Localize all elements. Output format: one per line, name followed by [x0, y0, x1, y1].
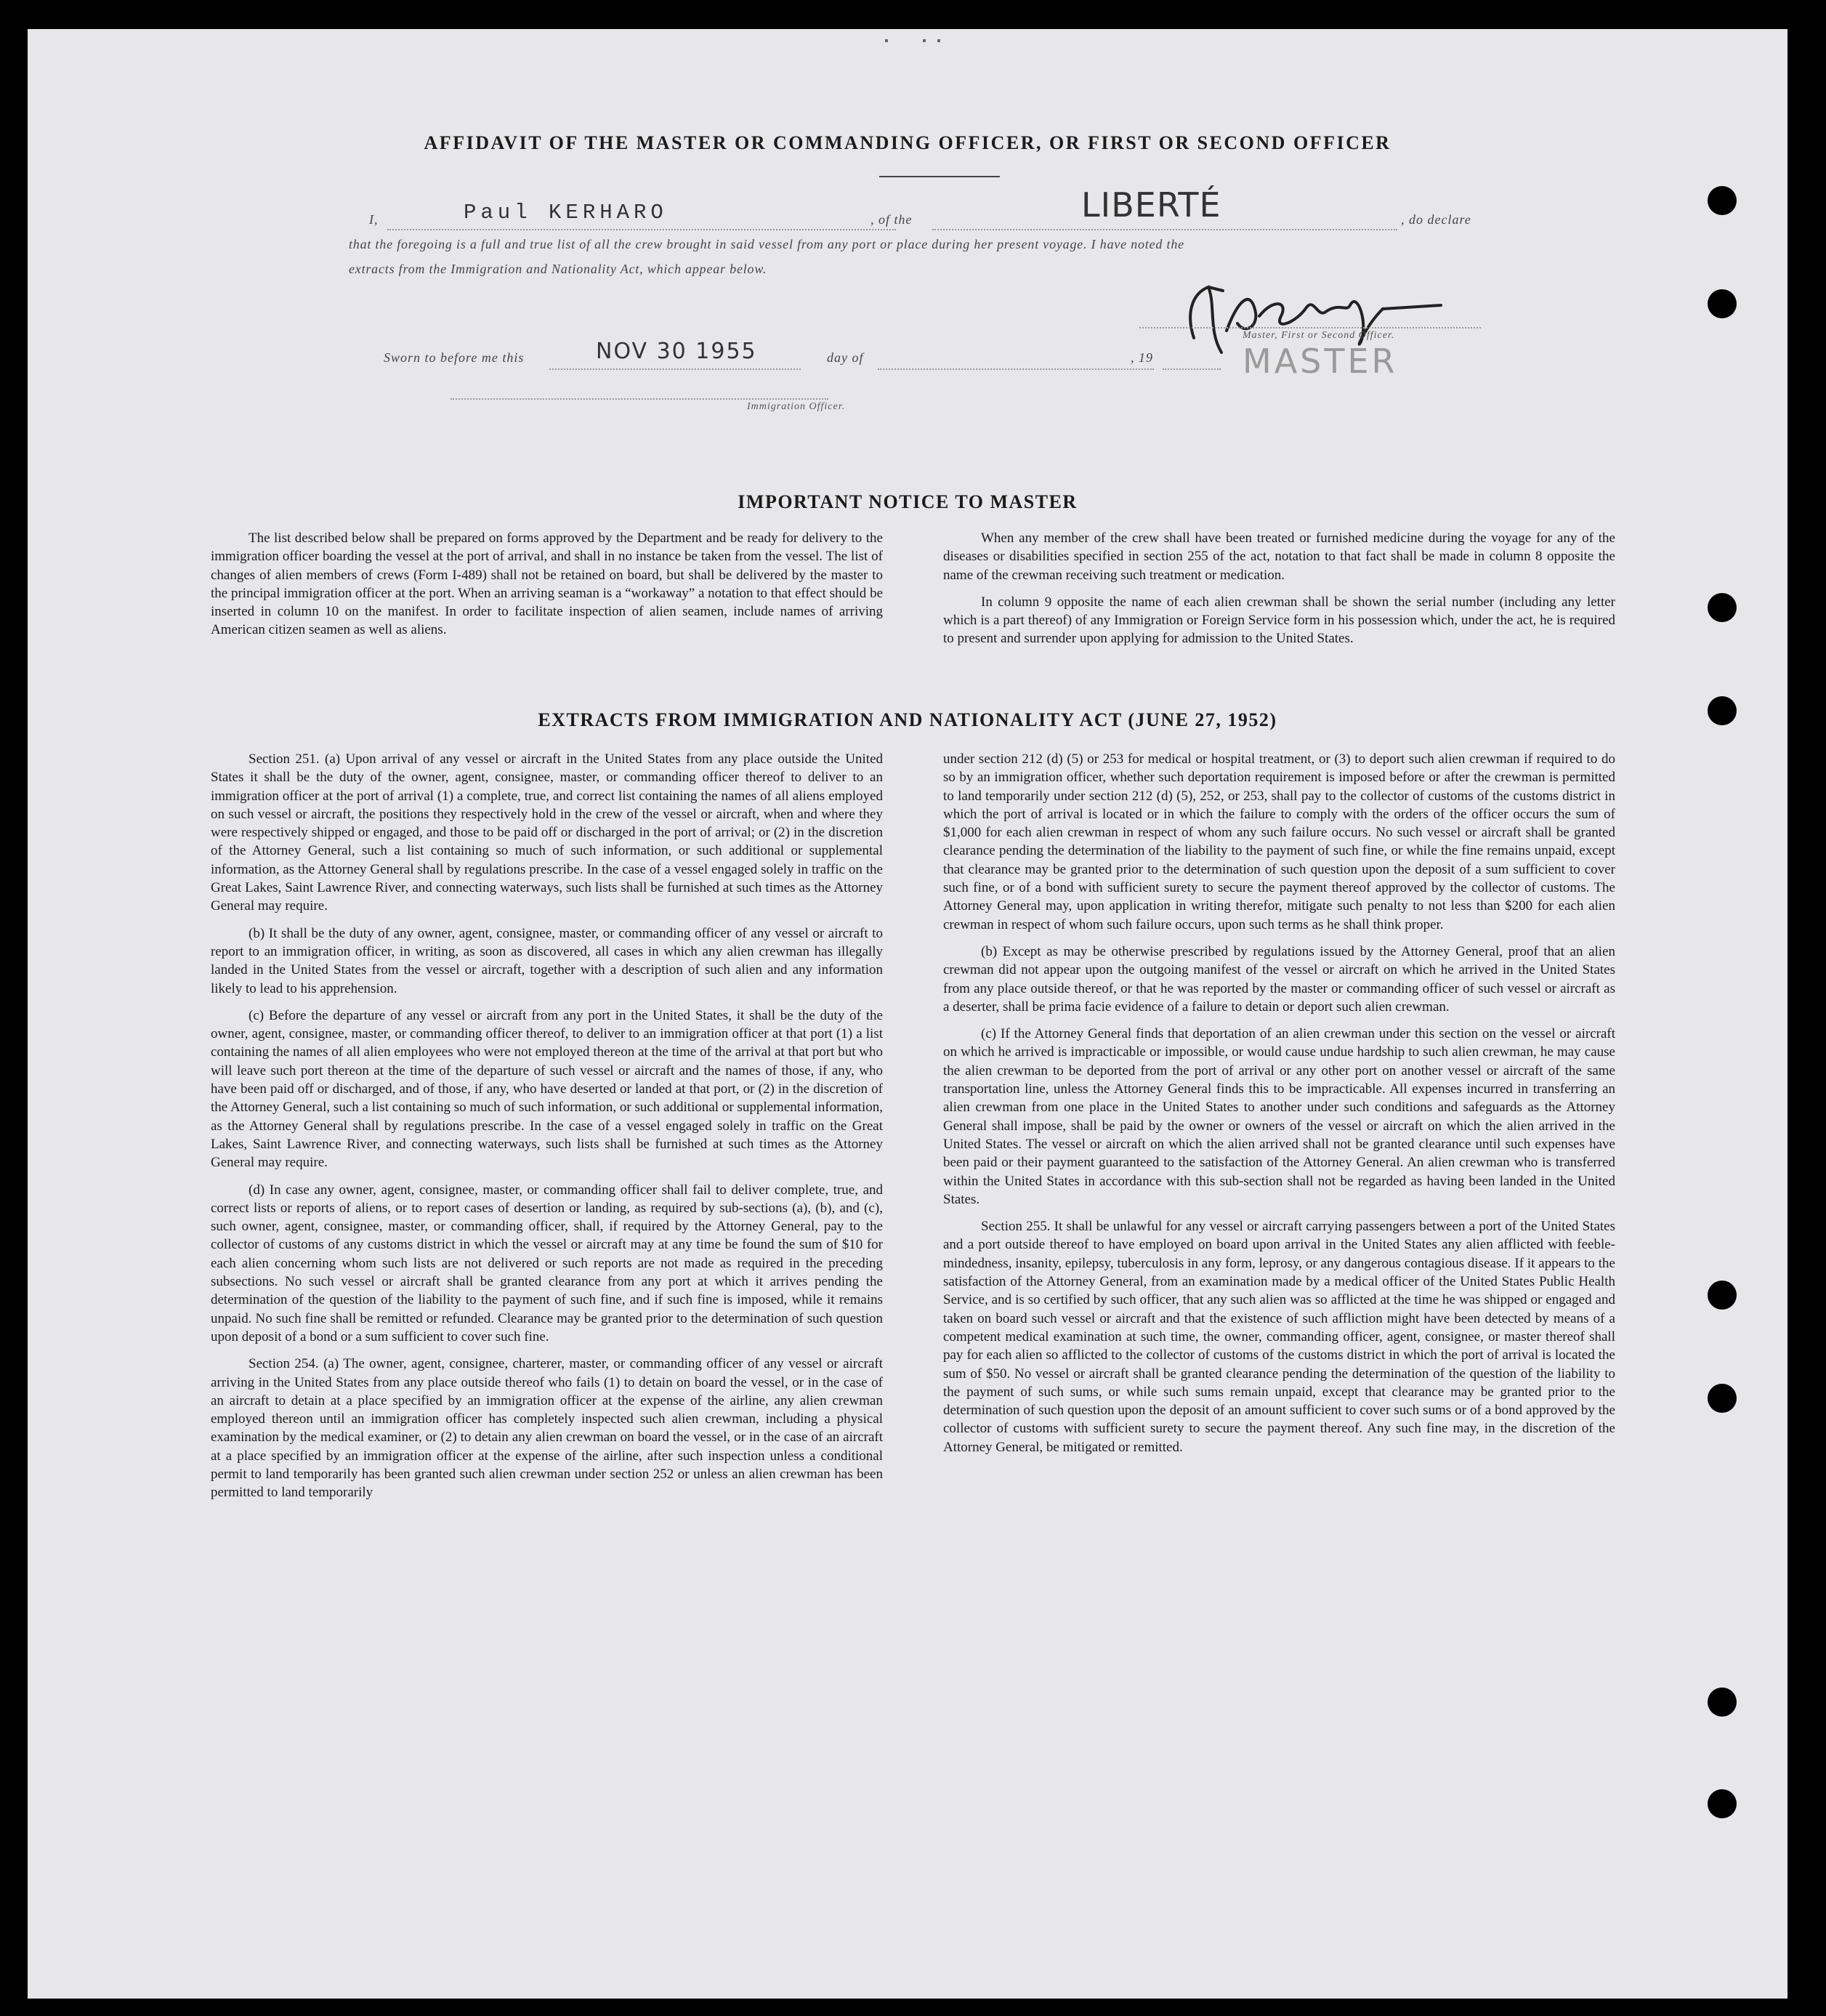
document-page — [28, 29, 1787, 1999]
sworn-label: Sworn to before me this — [384, 350, 525, 365]
extract-paragraph: Section 254. (a) The owner, agent, consignee, charterer, master, or commanding officer of any vessel or aircraft arriving in the United States from any place outside thereof who fails (1) to detain on board the vessel, or in the case of an aircraft to detain at a place specified by an immigration officer at the expense of the airline, any alien crewman employed thereon until an immigration officer has completely inspected such alien crewman, including a physical examination by the medical examiner, or (2) to detain any alien crewman on board the vessel, or in the case of an aircraft at a place specified by an immigration officer at the expense of the airline, after such inspection unless a conditional permit to land temporarily has been granted such alien crewman under section 252 or unless an alien crewman has been permitted to land temporarily — [211, 1356, 883, 1501]
notice-heading: IMPORTANT NOTICE TO MASTER — [738, 491, 1078, 512]
title-underline — [879, 176, 1000, 177]
binder-hole — [1708, 1688, 1737, 1717]
binder-hole — [1708, 186, 1737, 215]
declaration-line-1: that the foregoing is a full and true list of all the crew brought in said vessel from any port or place during her present voyage. I have noted the — [349, 237, 1184, 251]
extracts-right-column — [943, 750, 1615, 1465]
extract-paragraph: under section 212 (d) (5) or 253 for medical or hospital treatment, or (3) to deport such alien crewman if required to do so by an immigration officer, whether such deportation requirement is imposed before or after the crewman is permitted to land temporarily under section 212 (d) (5), 252, or 253, shall pay to the collector of customs of the customs district in which the port of arrival is located or in which the failure to comply with the orders of the officer occurs the sum of $1,000 for each alien crewman in respect of whom any such failure occurs. No such vessel or aircraft shall be granted clearance pending the determination of the liability to the payment of such fine, or while the fine remains unpaid, except that clearance may be granted prior to the determination of such question upon the deposit of a sum sufficient to cover such fine, or of a bond with sufficient surety to secure the payment thereof approved by the collector of customs. The Attorney General may, upon application in writing therefor, mitigate such penalty to not less than $200 for each alien crewman in respect of whom such failure occurs, upon such terms as he shall think proper. — [943, 751, 1615, 932]
of-the-label: , of the — [870, 212, 913, 227]
binder-hole — [1708, 1384, 1737, 1413]
master-name: Paul KERHARO — [464, 201, 668, 225]
notice-paragraph: The list described below shall be prepared on forms approved by the Department and be ready for delivery to the immigration officer boarding the vessel at the port of arrival, and shall in no instance be taken from the vessel. The list of changes of alien members of crews (Form I-489) shall not be retained on board, but shall be delivered by the master to the principal immigration officer at the port. When an arriving seaman is a “workaway” a notation to that effect should be inserted in column 10 on the manifest. In order to facilitate inspection of alien seamen, include names of arriving American citizen seamen as well as aliens. — [211, 531, 883, 638]
notice-left-column — [211, 529, 883, 648]
punch-mark — [937, 39, 940, 42]
do-declare-label: , do declare — [1401, 212, 1471, 227]
notice-right-column — [943, 529, 1615, 657]
year-prefix: , 19 — [1131, 350, 1153, 365]
sworn-date-line — [549, 368, 801, 370]
extract-paragraph: (d) In case any owner, agent, consignee, master, or commanding officer shall fail to deliver complete, true, and correct lists or reports of aliens, or to report cases of desertion or landing, as required by sub-sections (a), (b), and (c), such owner, agent, consignee, master, or commanding officer, shall, if required by the Attorney General, pay to the collector of customs of any customs district in which the vessel or aircraft may at any time be found the sum of $10 for each alien concerning whom such lists are not delivered or such reports are not made as required in the preceding subsections. No such vessel or aircraft shall be granted clearance from any port at which it arrives pending the determination of the question of the liability to the payment of such fine, and if such fine is imposed, while it remains unpaid. No such fine shall be remitted or refunded. Clearance may be granted prior to the determination of such question upon deposit of a bond or a sum sufficient to cover such fine. — [211, 1182, 883, 1344]
binder-hole — [1708, 1281, 1737, 1310]
extract-paragraph: (b) Except as may be otherwise prescribed by regulations issued by the Attorney General, proof that an alien crewman did not appear upon the outgoing manifest of the vessel or aircraft on which he arrived in the United States from any place outside thereof, or that he was reported by the master or commanding officer of such vessel or aircraft as a deserter, shall be prima facie evidence of a failure to detain or deport such alien crewman. — [943, 943, 1615, 1015]
officer-caption: Immigration Officer. — [747, 401, 846, 412]
month-line — [878, 368, 1154, 370]
signature-caption: Master, First or Second Officer. — [1243, 330, 1395, 341]
officer-line — [451, 398, 828, 400]
vessel-line — [932, 229, 1397, 230]
master-stamp: MASTER — [1243, 342, 1398, 381]
extracts-heading: EXTRACTS FROM IMMIGRATION AND NATIONALITY ACT (JUNE 27, 1952) — [538, 709, 1277, 730]
binder-hole — [1708, 593, 1737, 622]
binder-hole — [1708, 1789, 1737, 1818]
declaration-line-2: extracts from the Immigration and Nationality Act, which appear below. — [349, 262, 767, 276]
notice-paragraph: When any member of the crew shall have been treated or furnished medicine during the voyage for any of the diseases or disabilities specified in section 255 of the act, notation to that fact shall be made in column 8 opposite the name of the crewman receiving such treatment or medication. — [943, 531, 1615, 583]
binder-hole — [1708, 696, 1737, 725]
year-line — [1163, 368, 1221, 370]
extract-paragraph: (b) It shall be the duty of any owner, agent, consignee, master, or commanding officer of any vessel or aircraft to report to an immigration officer, in writing, as soon as discovered, all cases in which any alien crewman has illegally landed in the United States from the vessel or aircraft, together with a description of such alien and any information likely to lead to his apprehension. — [211, 925, 883, 996]
affidavit-prefix: I, — [369, 212, 379, 227]
extract-paragraph: Section 255. It shall be unlawful for any vessel or aircraft carrying passengers between a port of the United States and a port outside thereof to have employed on board upon arrival in the United States any alien afflicted with feeble-mindedness, insanity, epilepsy, tuberculosis in any form, leprosy, or any dangerous contagious disease. If it appears to the satisfaction of the Attorney General, from an examination made by a medical officer of the United States Public Health Service, and is so certified by such officer, that any such alien was so afflicted at the time he was shipped or engaged and taken on board such vessel or aircraft and that the existence of such affliction might have been detected by means of a competent medical examination at such time, the owner, commanding officer, agent, consignee, or master thereof shall pay for each alien so afflicted to the collector of customs of the customs district in which the port of arrival is located the sum of $50. No vessel or aircraft shall be granted clearance pending the determination of the question of the liability to the payment of such sums, or while such sums remain unpaid, except that clearance may be granted prior to the determination of such question upon the deposit of an amount sufficient to cover such sums or of a bond approved by the collector of customs with sufficient surety to secure the payment thereof. Any such fine may, in the discretion of the Attorney General, be mitigated or remitted. — [943, 1219, 1615, 1455]
binder-hole — [1708, 289, 1737, 318]
vessel-name: LIBERTÉ — [1081, 185, 1221, 225]
affidavit-title: AFFIDAVIT OF THE MASTER OR COMMANDING OFFICER, OR FIRST OR SECOND OFFICER — [424, 132, 1391, 153]
name-line — [387, 229, 896, 230]
punch-mark — [923, 39, 926, 42]
extract-paragraph: (c) Before the departure of any vessel or aircraft from any port in the United States, it shall be the duty of the owner, agent, consignee, master, or commanding officer thereof, to deliver to an immigration officer at that port (1) a list containing the names of all alien employees who were not employed thereon at the time of the arrival at that port but who will leave such port thereon at the time of the departure of such vessel or aircraft and the names of those, if any, who have been paid off or discharged, and of those, if any, who have deserted or landed at that port, or (2) in the discretion of the Attorney General, such a list containing so much of such information, or such additional or supplemental information, as the Attorney General shall by regulations prescribe. In the case of a vessel engaged solely in traffic on the Great Lakes, Saint Lawrence River, and connecting waterways, such lists shall be furnished at such times as the Attorney General may require. — [211, 1007, 883, 1171]
extract-paragraph: (c) If the Attorney General finds that deportation of an alien crewman under this section on the vessel or aircraft on which he arrived is impracticable or impossible, or would cause undue hardship to such alien crewman, he may cause the alien crewman to be deported from the port of arrival or any other port on another vessel or aircraft of the same transportation line, unless the Attorney General finds this to be impracticable. All expenses incurred in transferring an alien crewman from one place in the United States to another under such conditions and safeguards as the Attorney General shall impose, shall be paid by the owner or owners of the vessel or aircraft on which the alien arrived in the United States. The vessel or aircraft on which the alien arrived shall not be granted clearance until such expenses have been paid or their payment guaranteed to the satisfaction of the Attorney General. An alien crewman who is transferred within the United States in accordance with this sub-section shall not be regarded as having been landed in the United States. — [943, 1026, 1615, 1207]
signature-line — [1139, 327, 1481, 328]
day-of-label: day of — [827, 350, 864, 365]
notice-paragraph: In column 9 opposite the name of each alien crewman shall be shown the serial number (including any letter which is a part thereof) of any Immigration or Foreign Service form in his possession which, under the act, he is required to present and surrender upon applying for admission to the United States. — [943, 594, 1615, 647]
punch-mark — [885, 39, 888, 42]
extracts-left-column — [211, 750, 883, 1511]
sworn-date: NOV 30 1955 — [596, 339, 757, 364]
extract-paragraph: Section 251. (a) Upon arrival of any vessel or aircraft in the United States from any place outside the United States it shall be the duty of the owner, agent, consignee, master, or commanding officer thereof to deliver to an immigration officer at the port of arrival (1) a complete, true, and correct list containing the names of all aliens employed on such vessel or aircraft, the positions they respectively hold in the crew of the vessel or aircraft, when and where they were respectively shipped or engaged, and those to be paid off or discharged in the port of arrival; or (2) in the discretion of the Attorney General, such a list containing so much of such information, or such additional or supplemental information, as the Attorney General shall by regulations prescribe. In the case of a vessel engaged solely in traffic on the Great Lakes, Saint Lawrence River, and connecting waterways, such lists shall be furnished at such times as the Attorney General may require. — [211, 751, 883, 914]
